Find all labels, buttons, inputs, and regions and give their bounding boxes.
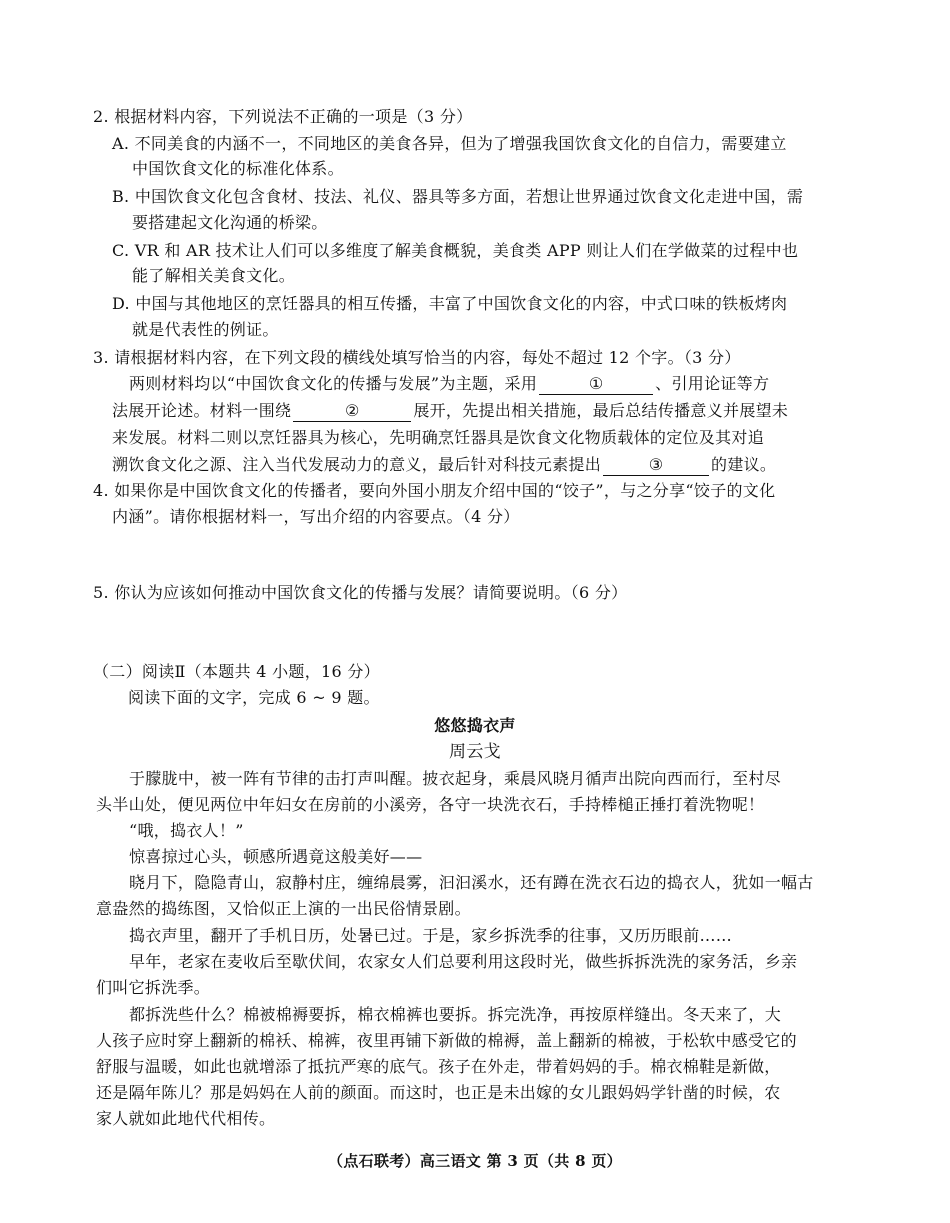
q2-option-c: C. VR 和 AR 技术让人们可以多维度了解美食概貌，美食类 APP 则让人们在学做菜的过程中也: [112, 241, 799, 260]
article-paragraph-cont: 们叫它拆洗季。: [96, 978, 211, 997]
q3-text: 展开，先提出相关措施，最后总结传播意义并展望未: [413, 401, 789, 420]
article-paragraph-cont: 舒服与温暖，如此也就增添了抵抗严寒的底气。孩子在外走，带着妈妈的手。棉衣棉鞋是新做，: [96, 1057, 781, 1076]
fill-blank-2[interactable]: ②: [293, 401, 411, 422]
q2-option-b-cont: 要搭建起文化沟通的桥梁。: [132, 213, 328, 232]
q2-option-a: A. 不同美食的内涵不一，不同地区的美食各异，但为了增强我国饮食文化的自信力，需要建立: [112, 134, 787, 153]
q2-stem: 2. 根据材料内容，下列说法不正确的一项是（3 分）: [93, 107, 473, 126]
article-paragraph-cont: 家人就如此地代代相传。: [96, 1109, 276, 1128]
q3-text: 的建议。: [711, 455, 777, 474]
article-paragraph: 晓月下，隐隐青山，寂静村庄，缠绵晨雾，汩汩溪水，还有蹲在洗衣石边的捣衣人，犹如一幅古: [129, 873, 814, 892]
q3-text: 、引用论证等方: [655, 374, 770, 393]
article-title: 悠悠捣衣声: [434, 716, 516, 735]
article-paragraph-cont: 意盎然的捣练图，又恰似正上演的一出民俗情景剧。: [96, 899, 471, 918]
q2-option-a-cont: 中国饮食文化的标准化体系。: [132, 159, 344, 178]
q4-stem: 4. 如果你是中国饮食文化的传播者，要向外国小朋友介绍中国的“饺子”，与之分享“饺子的文化: [93, 481, 776, 500]
fill-blank-1[interactable]: ①: [539, 374, 653, 395]
q2-option-d-cont: 就是代表性的例证。: [132, 320, 279, 339]
article-paragraph: 捣衣声里，翻开了手机日历，处暑已过。于是，家乡拆洗季的往事，又历历眼前……: [129, 926, 733, 945]
article-paragraph: 于朦胧中，被一阵有节律的击打声叫醒。披衣起身，乘晨风晓月循声出院向西而行，至村尽: [129, 769, 782, 788]
article-paragraph-cont: 人孩子应时穿上翻新的棉袄、棉裤，夜里再铺下新做的棉褥，盖上翻新的棉被，于松软中感受它的: [96, 1031, 797, 1050]
q2-option-d: D. 中国与其他地区的烹饪器具的相互传播，丰富了中国饮食文化的内容，中式口味的铁板烤肉: [112, 294, 788, 313]
q3-text: 法展开论述。材料一围绕: [112, 401, 292, 420]
article-paragraph: 早年，老家在麦收后至歇伏间，农家女人们总要利用这段时光，做些拆拆洗洗的家务活，乡亲: [129, 952, 798, 971]
section-heading: （二）阅读Ⅱ（本题共 4 小题，16 分）: [93, 662, 380, 681]
q3-line-3: 来发展。材料二则以烹饪器具为核心，先明确烹饪器具是饮食文化物质载体的定位及其对追: [112, 428, 765, 447]
article-paragraph-cont: 头半山处，便见两位中年妇女在房前的小溪旁，各守一块洗衣石，手持棒槌正捶打着洗物呢！: [96, 795, 765, 814]
article-paragraph: 都拆洗些什么？棉被棉褥要拆，棉衣棉裤也要拆。拆完洗净，再按原样缝出。冬天来了，大: [129, 1005, 782, 1024]
q3-stem: 3. 请根据材料内容，在下列文段的横线处填写恰当的内容，每处不超过 12 个字。（3 分）: [93, 348, 741, 367]
q5-stem: 5. 你认为应该如何推动中国饮食文化的传播与发展？请简要说明。（6 分）: [93, 583, 628, 602]
q2-option-b: B. 中国饮食文化包含食材、技法、礼仪、器具等多方面，若想让世界通过饮食文化走进中国，需: [112, 187, 804, 206]
fill-blank-3[interactable]: ③: [603, 455, 709, 476]
q3-line-1: [129, 372, 769, 396]
q3-line-4: [112, 453, 776, 477]
q2-option-c-cont: 能了解相关美食文化。: [132, 266, 296, 285]
article-paragraph: 惊喜掠过心头，顿感所遇竟这般美好——: [129, 847, 423, 866]
article-paragraph: “哦，捣衣人！”: [129, 821, 244, 840]
article-paragraph-cont: 还是隔年陈儿？那是妈妈在人前的颜面。而这时，也正是未出嫁的女儿跟妈妈学针凿的时候，农: [96, 1083, 781, 1102]
q3-text: 两则材料均以“中国饮食文化的传播与发展”为主题，采用: [129, 374, 538, 393]
article-author: 周云戈: [449, 742, 501, 762]
q4-stem-cont: 内涵”。请你根据材料一，写出介绍的内容要点。（4 分）: [112, 507, 520, 526]
page-footer: （点石联考）高三语文 第 3 页（共 8 页）: [328, 1152, 622, 1170]
q3-line-2: [112, 399, 788, 423]
reading-instruction: 阅读下面的文字，完成 6 ~ 9 题。: [128, 688, 380, 707]
q3-text: 溯饮食文化之源、注入当代发展动力的意义，最后针对科技元素提出: [112, 455, 602, 474]
